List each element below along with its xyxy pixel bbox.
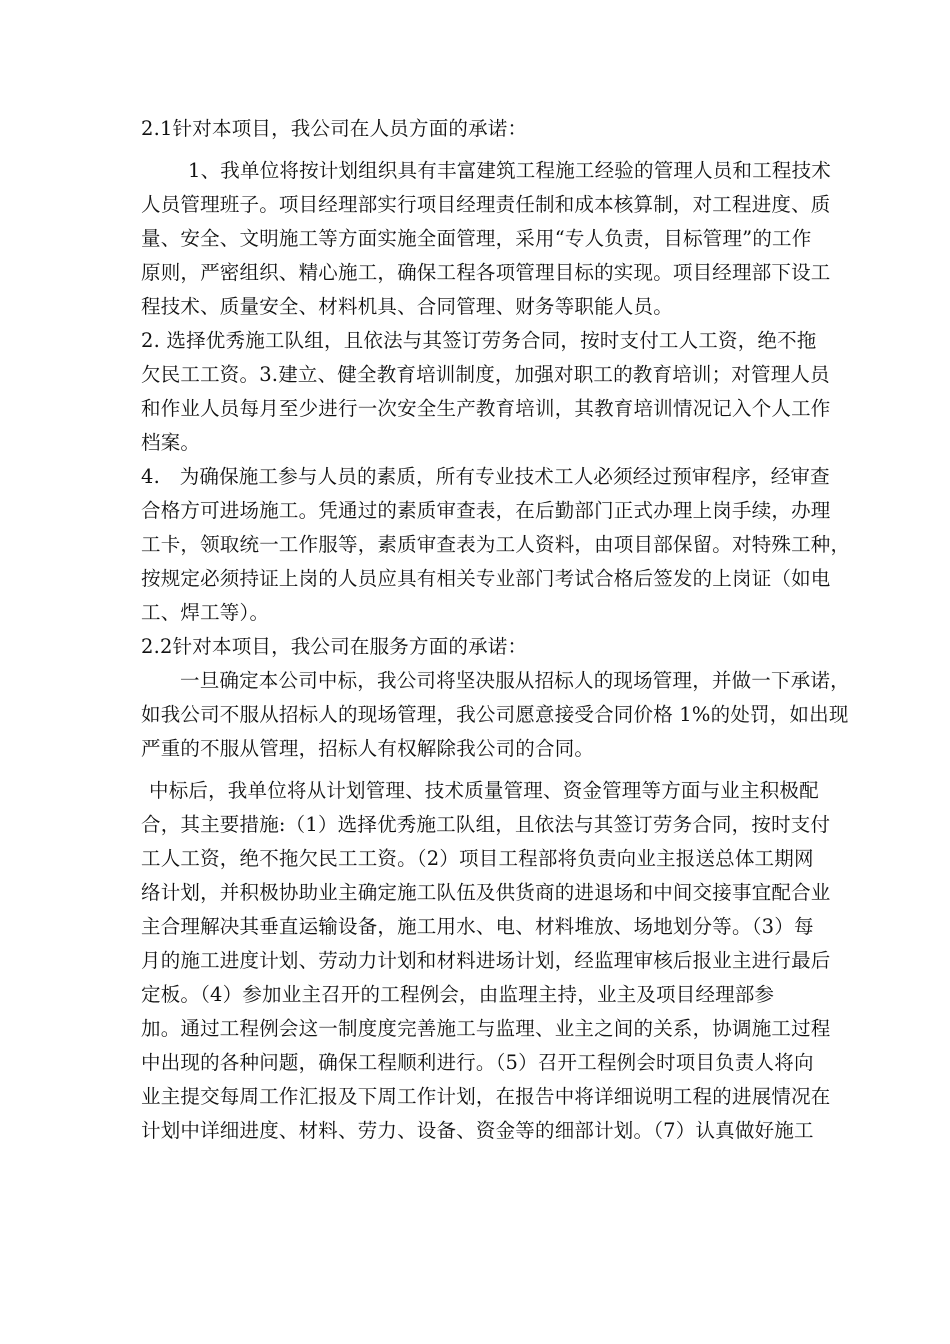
paragraph-line: 计划中详细进度、材料、劳力、设备、资金等的细部计划。（7）认真做好施工 xyxy=(141,1119,814,1142)
paragraph-line: 业主提交每周工作汇报及下周工作计划，在报告中将详细说明工程的进展情况在 xyxy=(141,1085,831,1108)
paragraph-line: 中出现的各种问题，确保工程顺利进行。（5）召开工程例会时项目负责人将向 xyxy=(141,1051,814,1074)
paragraph-line: 工人工资，绝不拖欠民工工资。（2）项目工程部将负责向业主报送总体工期网 xyxy=(141,847,814,870)
paragraph-line: 人员管理班子。项目经理部实行项目经理责任制和成本核算制，对工程进度、质 xyxy=(141,193,831,216)
paragraph-line: 按规定必须持证上岗的人员应具有相关专业部门考试合格后签发的上岗证（如电 xyxy=(141,567,831,590)
paragraph-line: 中标后，我单位将从计划管理、技术质量管理、资金管理等方面与业主积极配 xyxy=(149,779,819,802)
paragraph-line: 严重的不服从管理，招标人有权解除我公司的合同。 xyxy=(141,737,595,760)
paragraph-line: 合格方可进场施工。凭通过的素质审查表，在后勤部门正式办理上岗手续，办理 xyxy=(141,499,831,522)
paragraph-line: 工、焊工等）。 xyxy=(141,601,270,624)
paragraph-line: 主合理解决其垂直运输设备，施工用水、电、材料堆放、场地划分等。（3）每 xyxy=(141,915,814,938)
paragraph-line: 和作业人员每月至少进行一次安全生产教育培训，其教育培训情况记入个人工作 xyxy=(141,397,831,420)
paragraph-line: 月的施工进度计划、劳动力计划和材料进场计划，经监理审核后报业主进行最后 xyxy=(141,949,831,972)
paragraph-line: 程技术、质量安全、材料机具、合同管理、财务等职能人员。 xyxy=(141,295,673,318)
paragraph-line: 4. 为确保施工参与人员的素质，所有专业技术工人必须经过预审程序，经审查 xyxy=(141,465,830,488)
paragraph-line: 加。通过工程例会这一制度度完善施工与监理、业主之间的关系，协调施工过程 xyxy=(141,1017,831,1040)
paragraph-line: 量、安全、文明施工等方面实施全面管理，采用“专人负责，目标管理”的工作 xyxy=(141,227,812,250)
section-heading-service: 2.2针对本项目，我公司在服务方面的承诺： xyxy=(141,635,528,658)
paragraph-line: 原则，严密组织、精心施工，确保工程各项管理目标的实现。项目经理部下设工 xyxy=(141,261,831,284)
paragraph-line: 档案。 xyxy=(141,431,201,454)
paragraph-line: 工卡，领取统一工作服等，素质审查表为工人资料，由项目部保留。对特殊工种， xyxy=(141,533,851,556)
paragraph-line: 络计划，并积极协助业主确定施工队伍及供货商的进退场和中间交接事宜配合业 xyxy=(141,881,831,904)
paragraph-line: 1、我单位将按计划组织具有丰富建筑工程施工经验的管理人员和工程技术 xyxy=(188,159,832,182)
paragraph-line: 2. 选择优秀施工队组，且依法与其签订劳务合同，按时支付工人工资，绝不拖 xyxy=(141,329,817,352)
paragraph-line: 合，其主要措施:（1）选择优秀施工队组，且依法与其签订劳务合同，按时支付 xyxy=(141,813,831,836)
paragraph-line: 定板。（4）参加业主召开的工程例会，由监理主持，业主及项目经理部参 xyxy=(141,983,775,1006)
paragraph-line: 欠民工工资。3.建立、健全教育培训制度，加强对职工的教育培训；对管理人员 xyxy=(141,363,830,386)
paragraph-line: 如我公司不服从招标人的现场管理，我公司愿意接受合同价格 1%的处罚，如出现 xyxy=(141,703,849,726)
paragraph-line: 一旦确定本公司中标，我公司将坚决服从招标人的现场管理，并做一下承诺， xyxy=(180,669,850,692)
section-heading-personnel: 2.1针对本项目，我公司在人员方面的承诺： xyxy=(141,117,528,140)
